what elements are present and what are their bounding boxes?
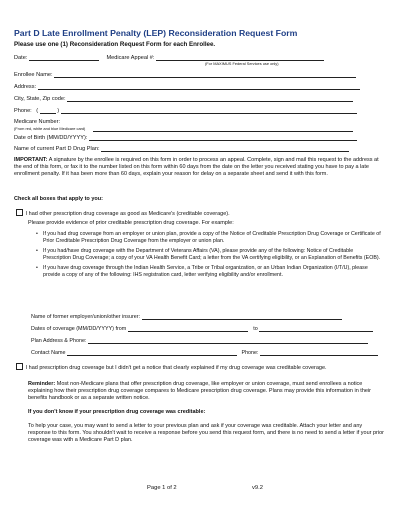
plan-field[interactable]	[101, 145, 349, 152]
city-state-zip-field[interactable]	[67, 95, 353, 102]
phone-label: Phone:	[14, 108, 32, 114]
option2-row	[16, 363, 384, 372]
dates-to-field[interactable]	[259, 325, 373, 332]
dob-row	[14, 134, 357, 141]
plan-label: Name of current Part D Drug Plan:	[14, 146, 100, 152]
form-subtitle: Please use one (1) Reconsideration Request Form for each Enrollee.	[14, 41, 216, 48]
important-lead: IMPORTANT:	[14, 157, 48, 163]
plan-address-field[interactable]	[88, 337, 368, 344]
phone-row	[14, 107, 357, 114]
phone-paren-open: (	[36, 108, 39, 114]
phone-number-field[interactable]	[61, 107, 357, 114]
appeal-note: (For MAXIMUS Federal Services use only)	[205, 61, 279, 66]
form-version: v9.2	[252, 485, 263, 491]
form-title: Part D Late Enrollment Penalty (LEP) Reconsideration Request Form	[14, 28, 298, 38]
city-row	[14, 95, 353, 102]
dates-from-field[interactable]	[128, 325, 248, 332]
address-field[interactable]	[38, 83, 360, 90]
former-insurer-label: Name of former employer/union/other insurer:	[31, 314, 141, 320]
medicare-note: (From red, white and blue Medicare card)	[14, 126, 86, 131]
contact-phone-label: Phone:	[241, 350, 259, 356]
appeal-number-field[interactable]	[156, 54, 324, 61]
enrollee-name-row	[14, 71, 356, 78]
dates-row	[31, 325, 373, 332]
contact-phone-field[interactable]	[260, 349, 378, 356]
checks-heading-row	[14, 196, 386, 203]
plan-address-row	[31, 337, 368, 344]
medicare-note-row	[14, 125, 353, 132]
reminder-lead: Reminder:	[28, 381, 56, 387]
dob-field[interactable]	[89, 134, 357, 141]
dont-know-heading: If you don't know if your prescription drug coverage was creditable:	[28, 409, 206, 415]
dont-know-heading-row	[28, 409, 384, 416]
dates-label: Dates of coverage (MM/DD/YYYY) from	[31, 326, 127, 332]
list-item: • If you have drug coverage through the Indian Health Service, a Tribe or Tribal organization, or an Urban Indian Organization (I/T/U), please provide a copy of any of the following: IHS registration card, letter verifying eligibility and/or enrollment.	[36, 265, 382, 279]
plan-address-label: Plan Address & Phone:	[31, 338, 87, 344]
city-label: City, State, Zip code:	[14, 96, 66, 102]
contact-row	[31, 349, 378, 356]
enrollee-name-label: Enrollee Name:	[14, 72, 53, 78]
dont-know-paragraph: To help your case, you may want to send a letter to your previous plan and ask if your coverage was creditable. Attach your letter and any response to this form. You shouldn't wait to receive a response before you send this request form, and there is no need to send a letter if your prior coverage was with a Medicare Part D plan.	[28, 423, 385, 444]
contact-label: Contact Name	[31, 350, 66, 356]
former-insurer-row	[31, 313, 342, 320]
option1-row	[16, 209, 388, 218]
option1-checkbox[interactable]	[16, 209, 23, 216]
date-appeal-row	[14, 54, 324, 61]
enrollee-name-field[interactable]	[54, 71, 356, 78]
checks-heading: Check all boxes that apply to you:	[14, 196, 103, 202]
phone-area-code-field[interactable]	[40, 107, 56, 114]
date-label: Date:	[14, 55, 28, 61]
page-number: Page 1 of 2	[147, 485, 177, 491]
reminder-paragraph	[28, 381, 384, 403]
option2-checkbox[interactable]	[16, 363, 23, 370]
list-item: • If you had/have drug coverage with the Department of Veterans Affairs (VA), please provide any of the following: Notice of Creditable Prescription Drug Coverage; a copy of your VA Health Benefit Card; a letter from the VA certifying eligibility, or an Explanation of Benefits (EOB).	[36, 248, 382, 262]
important-text: A signature by the enrollee is required on this form in order to process an appeal. Complete, sign and mail this request to the address at the end of this form, or fax it to the number listed on this form within 60 days from the date on the letter you received stating you have to pay a late enrollment penalty. If it has been more than 60 days, explain your reason for delay on a separate sheet and send it with this form.	[14, 157, 379, 178]
contact-name-field[interactable]	[67, 349, 237, 356]
appeal-label: Medicare Appeal #:	[106, 55, 155, 61]
evidence-intro: Please provide evidence of prior creditable prescription drug coverage. For example:	[28, 220, 234, 226]
address-label: Address:	[14, 84, 37, 90]
evidence-bullet-list	[36, 231, 382, 281]
phone-paren-close: )	[57, 108, 60, 114]
list-item: • If you had drug coverage from an employer or union plan, provide a copy of the Notice of Creditable Prescription Drug Coverage or Certificate of Prior Creditable Prescription Drug Coverage from the employer or union plan.	[36, 231, 382, 245]
option2-label: I had prescription drug coverage but I didn't get a notice that clearly explained if my drug coverage was creditable coverage.	[25, 365, 327, 372]
medicare-number-label: Medicare Number:	[14, 119, 61, 125]
medicare-number-field[interactable]	[93, 125, 353, 132]
plan-row	[14, 145, 349, 152]
date-field[interactable]	[29, 54, 99, 61]
reminder-text: Most non-Medicare plans that offer prescription drug coverage, like employer or union coverage, must send enrollees a notice explaining how their prescription drug coverage compares to Medicare prescription drug coverage. Plans may provide this information in their benefits handbook or as a separate written notice.	[28, 381, 372, 402]
important-paragraph	[14, 157, 386, 179]
option1-label: I had other prescription drug coverage as good as Medicare's (creditable coverage).	[25, 211, 230, 218]
dates-to-label: to	[253, 326, 258, 332]
dob-label: Date of Birth (MM/DD/YYYY):	[14, 135, 88, 141]
address-row	[14, 83, 360, 90]
former-insurer-field[interactable]	[142, 313, 342, 320]
